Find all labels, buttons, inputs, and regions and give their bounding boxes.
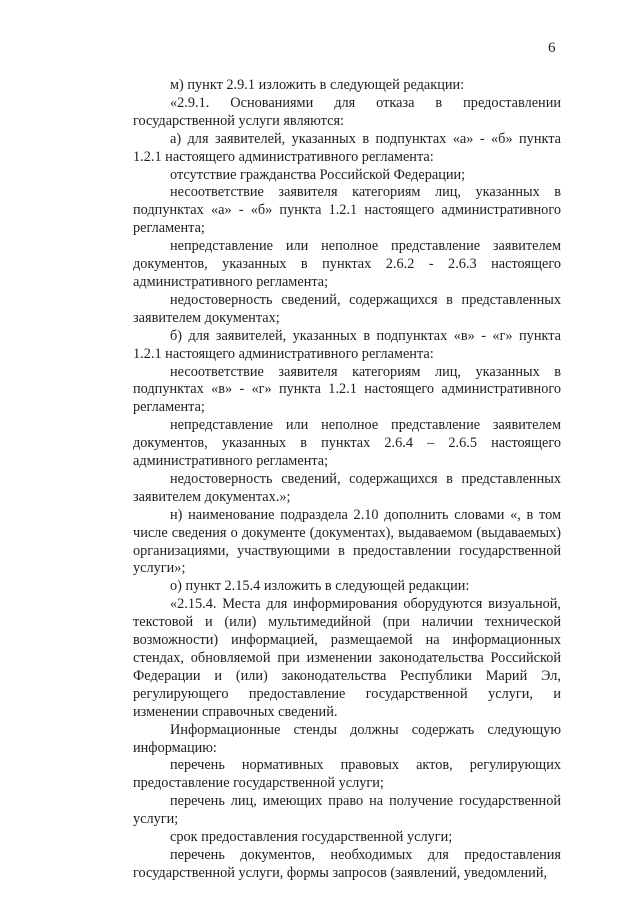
paragraph: Информационные стенды должны содержать следующую информацию:: [133, 721, 561, 756]
paragraph: перечень нормативных правовых актов, регулирующих предоставление государственной услуги;: [133, 757, 561, 792]
paragraph: срок предоставления государственной услуги;: [170, 829, 453, 846]
paragraph: перечень документов, необходимых для предоставления государственной услуги, формы запросов (заявлений, уведомлений,: [133, 846, 561, 881]
page-number: 6: [548, 40, 556, 56]
paragraph: о) пункт 2.15.4 изложить в следующей редакции:: [170, 578, 470, 595]
paragraph: отсутствие гражданства Российской Федерации;: [170, 166, 466, 183]
paragraph: б) для заявителей, указанных в подпунктах «в» - «г» пункта 1.2.1 настоящего административного регламента:: [133, 327, 561, 362]
paragraph: непредставление или неполное представление заявителем документов, указанных в пунктах 2.6.4 – 2.6.5 настоящего административного регламента;: [133, 417, 561, 470]
paragraph: несоответствие заявителя категориям лиц, указанных в подпунктах «в» - «г» пункта 1.2.1 настоящего административного регламента;: [133, 363, 561, 416]
paragraph: «2.15.4. Места для информирования оборудуются визуальной, текстовой и (или) мультимедийной (при наличии технической возможности) информацией, размещаемой на информационных стендах, обновляемой при изменении законодательства Российской Федерации и (или) законодательства Республики Марий Эл, регулирующего предоставление государственной услуги, и изменении справочных сведений.: [133, 596, 561, 720]
document-body: [133, 77, 561, 883]
paragraph: а) для заявителей, указанных в подпунктах «а» - «б» пункта 1.2.1 настоящего административного регламента:: [133, 130, 561, 165]
paragraph: перечень лиц, имеющих право на получение государственной услуги;: [133, 793, 561, 828]
paragraph: «2.9.1. Основаниями для отказа в предоставлении государственной услуги являются:: [133, 94, 561, 129]
paragraph: недостоверность сведений, содержащихся в представленных заявителем документах.»;: [133, 470, 561, 505]
paragraph: недостоверность сведений, содержащихся в представленных заявителем документах;: [133, 291, 561, 326]
paragraph: непредставление или неполное представление заявителем документов, указанных в пунктах 2.6.2 - 2.6.3 настоящего административного регламента;: [133, 238, 561, 290]
paragraph: м) пункт 2.9.1 изложить в следующей редакции:: [170, 77, 465, 93]
paragraph: н) наименование подраздела 2.10 дополнить словами «, в том числе сведения о документе (документах), выдаваемом (выдаваемых) организациями, участвующими в предоставлении государственной услуги»;: [133, 506, 561, 577]
paragraph: несоответствие заявителя категориям лиц, указанных в подпунктах «а» - «б» пункта 1.2.1 настоящего административного регламента;: [133, 184, 561, 237]
